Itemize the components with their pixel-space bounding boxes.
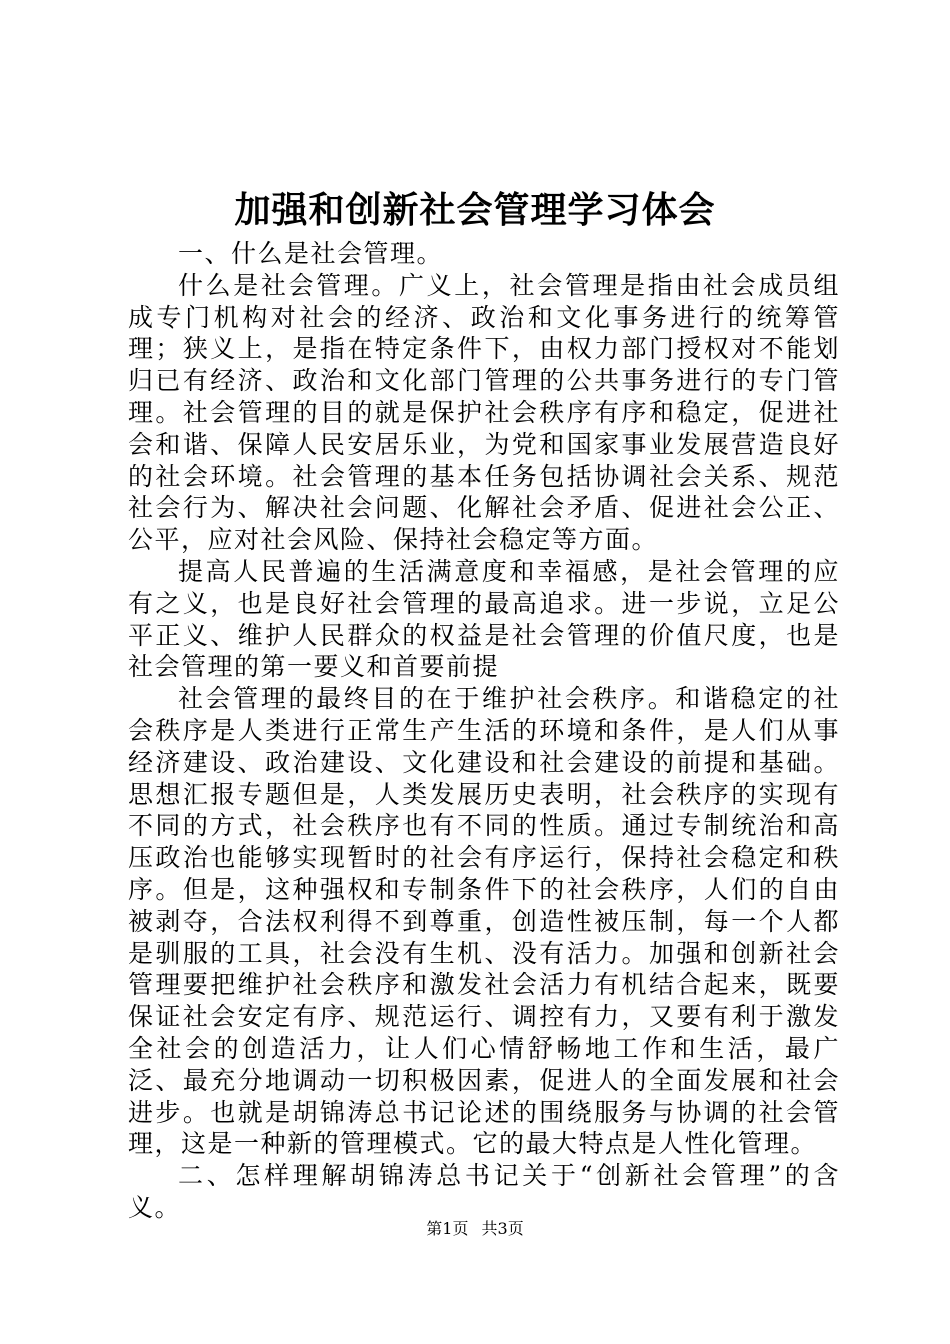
paragraph-definition: 什么是社会管理。广义上，社会管理是指由社会成员组成专门机构对社会的经济、政治和文化事务进行的统筹管理；狭义上，是指在特定条件下，由权力部门授权对不能划归已有经济、政治和文化部门管理的公共事务进行的专门管理。社会管理的目的就是保护社会秩序有序和稳定，促进社会和谐、保障人民安居乐业，为党和国家事业发展营造良好的社会环境。社会管理的基本任务包括协调社会关系、规范社会行为、解决社会问题、化解社会矛盾、促进社会公正、公平，应对社会风险、保持社会稳定等方面。 (128, 270, 840, 555)
document-body (128, 238, 840, 1224)
document-title: 加强和创新社会管理学习体会 (234, 189, 716, 231)
paragraph-satisfaction: 提高人民普遍的生活满意度和幸福感，是社会管理的应有之义，也是良好社会管理的最高追求。进一步说，立足公平正义、维护人民群众的权益是社会管理的价值尺度，也是社会管理的第一要义和首要前提 (128, 556, 840, 682)
paragraph-social-order: 社会管理的最终目的在于维护社会秩序。和谐稳定的社会秩序是人类进行正常生产生活的环境和条件，是人们从事经济建设、政治建设、文化建设和社会建设的前提和基础。思想汇报专题但是，人类发展历史表明，社会秩序的实现有不同的方式，社会秩序也有不同的性质。通过专制统治和高压政治也能够实现暂时的社会有序运行，保持社会稳定和秩序。但是，这种强权和专制条件下的社会秩序，人们的自由被剥夺，合法权利得不到尊重，创造性被压制，每一个人都是驯服的工具，社会没有生机、没有活力。加强和创新社会管理要把维护社会秩序和激发社会活力有机结合起来，既要保证社会安定有序、规范运行、调控有力，又要有利于激发全社会的创造活力，让人们心情舒畅地工作和生活，最广泛、最充分地调动一切积极因素，促进人的全面发展和社会进步。也就是胡锦涛总书记论述的围绕服务与协调的社会管理，这是一种新的管理模式。它的最大特点是人性化管理。 (128, 684, 840, 1159)
page-footer (0, 1218, 950, 1240)
section-heading-1: 一、什么是社会管理。 (178, 239, 444, 268)
page-number: 第1页 (426, 1219, 469, 1238)
page-total: 共3页 (481, 1219, 524, 1238)
section-heading-2: 二、怎样理解胡锦涛总书记关于“创新社会管理”的含义。 (128, 1161, 840, 1222)
